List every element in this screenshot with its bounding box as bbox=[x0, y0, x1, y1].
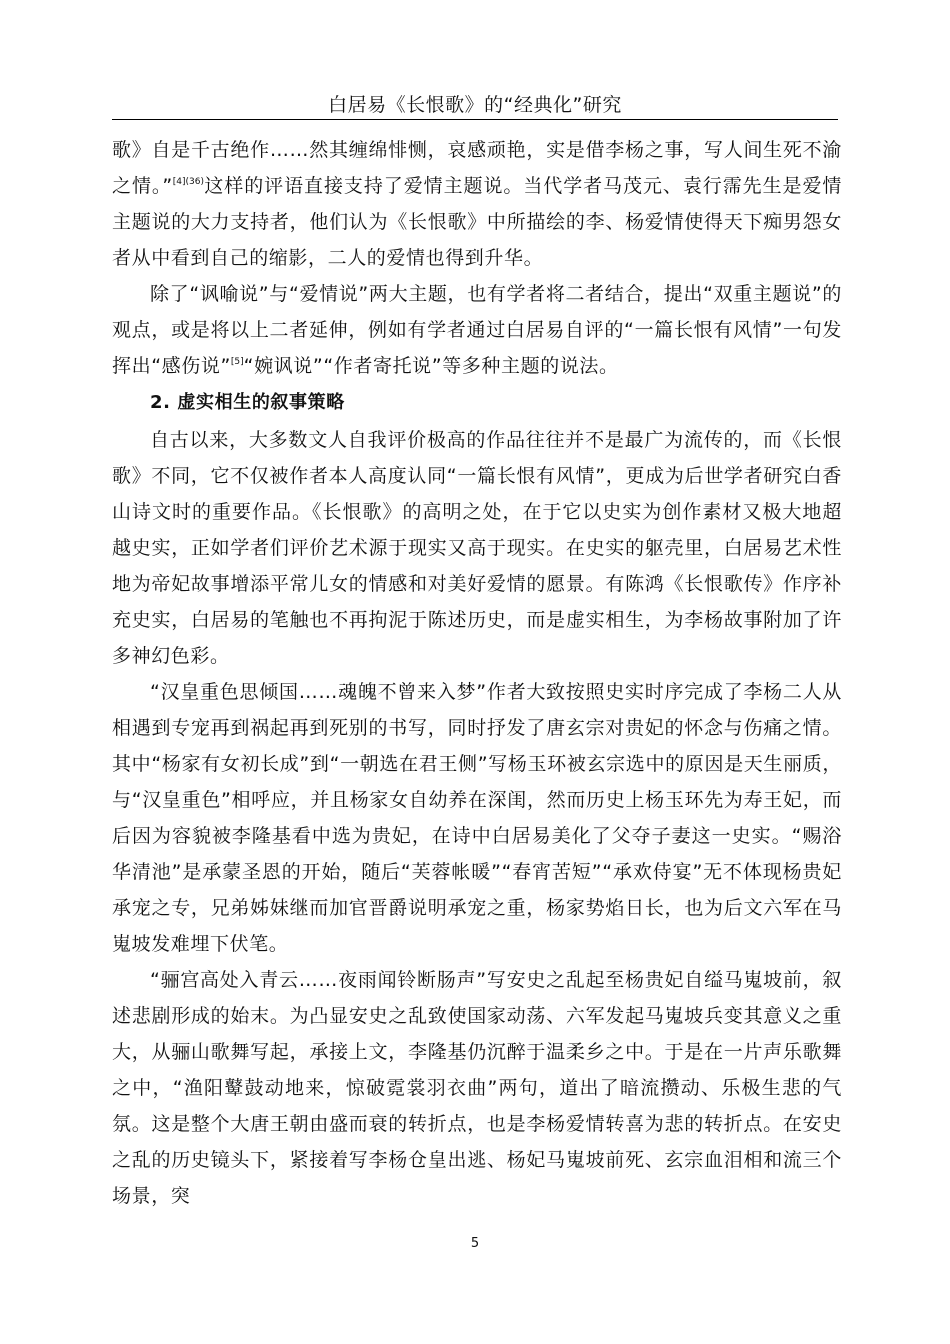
paragraph-4: “汉皇重色思倾国……魂魄不曾来入梦”作者大致按照史实时序完成了李杨二人从相遇到专宠再到祸起再到死别的书写，同时抒发了唐玄宗对贵妃的怀念与伤痛之情。其中“杨家有女初长成”到“一朝选在君王侧”写杨玉环被玄宗选中的原因是天生丽质，与“汉皇重色”相呼应，并且杨家女自幼养在深闺，然而历史上杨玉环先为寿王妃，而后因为容貌被李隆基看中选为贵妃，在诗中白居易美化了父夺子妻这一史实。“赐浴华清池”是承蒙圣恩的开始，随后“芙蓉帐暖”“春宵苦短”“承欢侍宴”无不体现杨贵妃承宠之专，兄弟姊妹继而加官晋爵说明承宠之重，杨家势焰日长，也为后文六军在马嵬坡发难埋下伏笔。 bbox=[112, 681, 842, 955]
body-text bbox=[112, 132, 842, 1214]
paragraph-2-part-b: “婉讽说”“作者寄托说”等多种主题的说法。 bbox=[243, 355, 619, 377]
page-number: 5 bbox=[470, 1236, 480, 1251]
section-heading: 2. 虚实相生的叙事策略 bbox=[150, 392, 345, 413]
paragraph-1-part-a: 歌》自是千古绝作……然其缠绵悱恻，哀感顽艳，实是借李杨之事，写人间生死不渝之情。” bbox=[112, 139, 842, 197]
paragraph-1-part-b: 这样的评语直接支持了爱情主题说。当代学者马茂元、袁行霈先生是爱情主题说的大力支持者，他们认为《长恨歌》中所描绘的李、杨爱情使得天下痴男怨女者从中看到自己的缩影，二人的爱情也得到升华。 bbox=[112, 175, 843, 269]
paragraph-3: 自古以来，大多数文人自我评价极高的作品往往并不是最广为流传的，而《长恨歌》不同，它不仅被作者本人高度认同“一篇长恨有风情”，更成为后世学者研究白香山诗文时的重要作品。《长恨歌》的高明之处，在于它以史实为创作素材又极大地超越史实，正如学者们评价艺术源于现实又高于现实。在史实的躯壳里，白居易艺术性地为帝妃故事增添平常儿女的情感和对美好爱情的愿景。有陈鸿《长恨歌传》作序补充史实，白居易的笔触也不再拘泥于陈述历史，而是虚实相生，为李杨故事附加了许多神幻色彩。 bbox=[112, 429, 842, 667]
citation-4-36: [4](36) bbox=[172, 177, 204, 187]
paragraph-2-part-a: 除了“讽喻说”与“爱情说”两大主题，也有学者将二者结合，提出“双重主题说”的观点，或是将以上二者延伸，例如有学者通过白居易自评的“一篇长恨有风情”一句发挥出“感伤说” bbox=[112, 283, 842, 377]
paragraph-2 bbox=[112, 276, 842, 384]
header-rule bbox=[112, 119, 838, 120]
citation-5: [5] bbox=[230, 357, 244, 367]
running-header: 白居易《长恨歌》的“经典化”研究 bbox=[328, 94, 622, 116]
paragraph-5: “骊宫高处入青云……夜雨闻铃断肠声”写安史之乱起至杨贵妃自缢马嵬坡前，叙述悲剧形成的始末。为凸显安史之乱致使国家动荡、六军发起马嵬坡兵变其意义之重大，从骊山歌舞写起，承接上文，李隆基仍沉醉于温柔乡之中。于是在一片声乐歌舞之中，“渔阳鼙鼓动地来，惊破霓裳羽衣曲”两句，道出了暗流攒动、乐极生悲的气氛。这是整个大唐王朝由盛而衰的转折点，也是李杨爱情转喜为悲的转折点。在安史之乱的历史镜头下，紧接着写李杨仓皇出逃、杨妃马嵬坡前死、玄宗血泪相和流三个场景，突 bbox=[112, 969, 842, 1207]
paragraph-1 bbox=[112, 132, 842, 276]
